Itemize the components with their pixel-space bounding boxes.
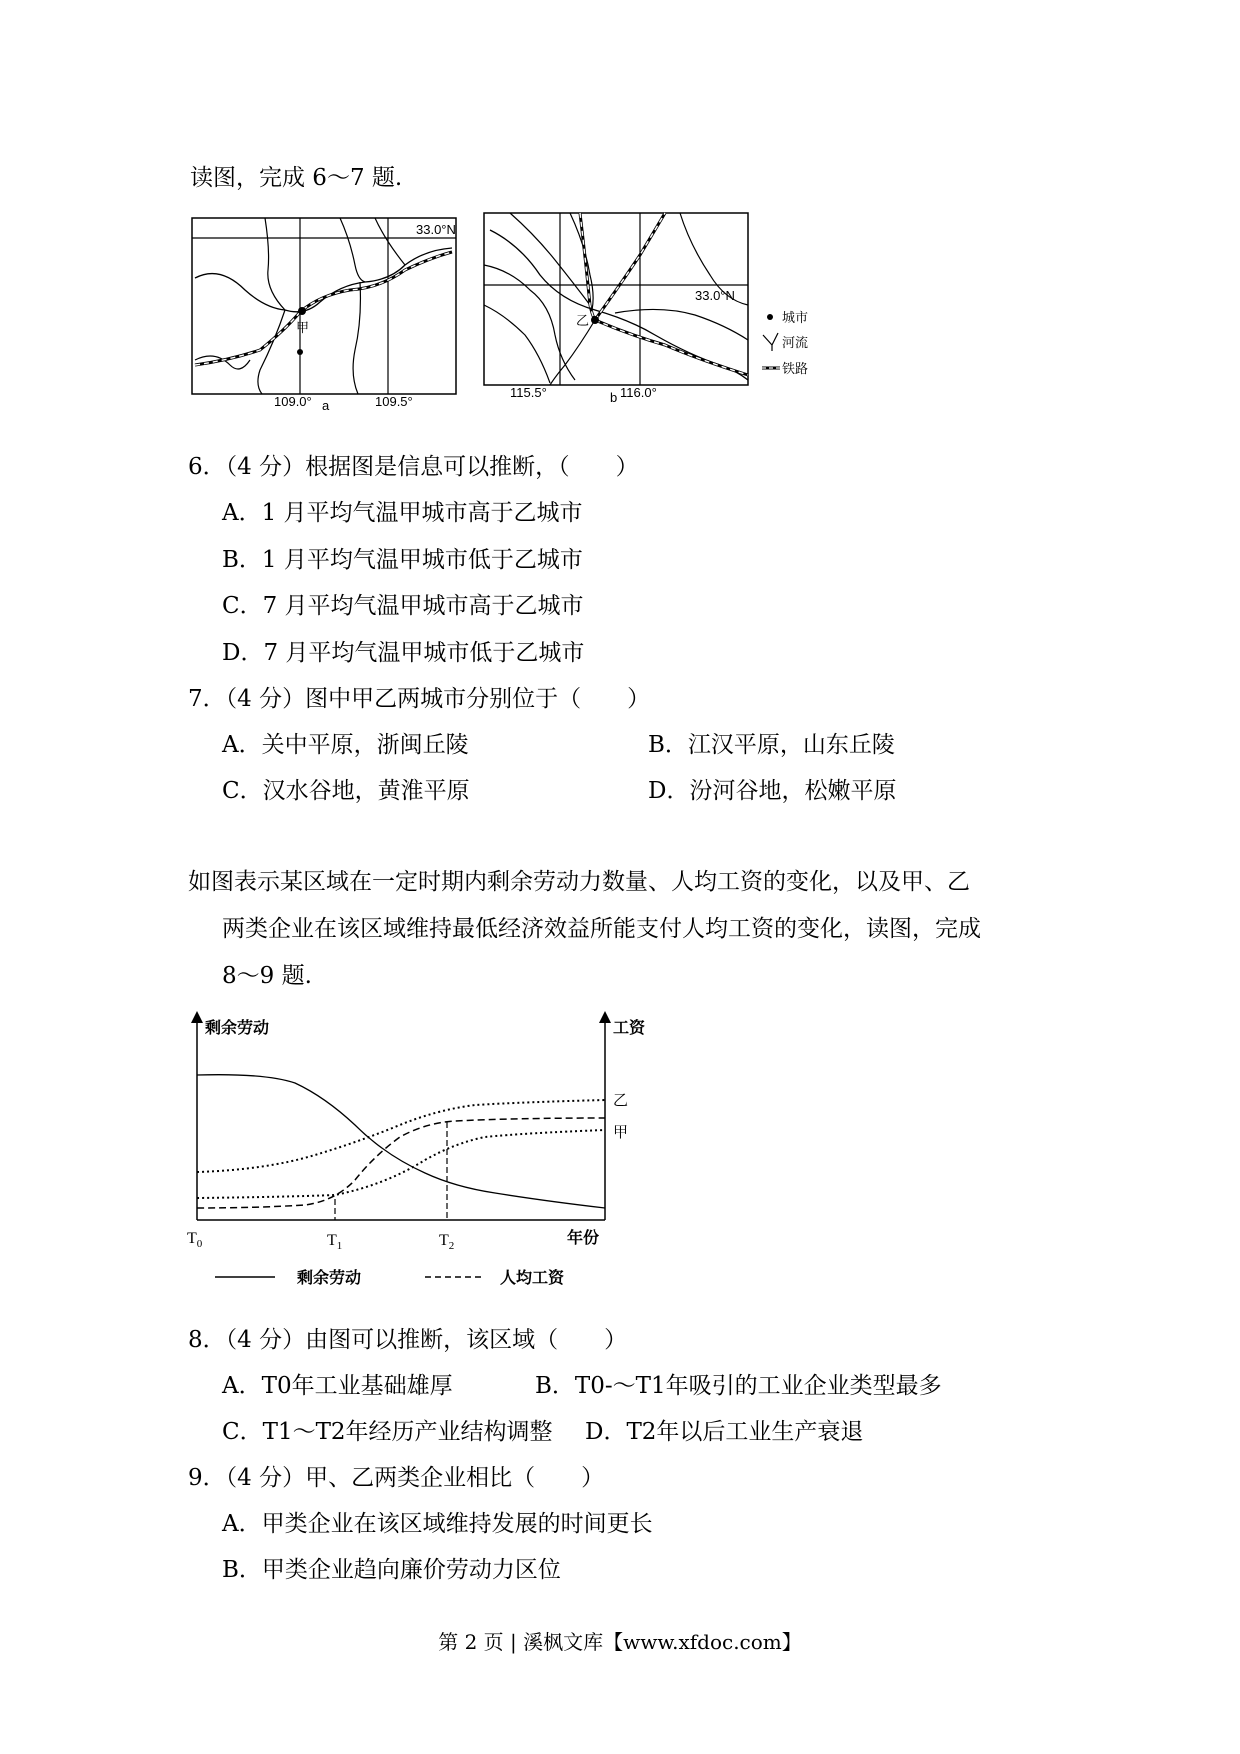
xlabel: 年份 xyxy=(567,1230,600,1247)
q9-option-a: A．甲类企业在该区域维持发展的时间更长 xyxy=(222,1511,653,1537)
legend-river: 河流 xyxy=(782,335,809,350)
labor-wage-chart xyxy=(185,1005,655,1290)
x-tick-t1: $T_1$ xyxy=(327,1232,343,1252)
map-a-lat-label: 33.0°N xyxy=(416,222,456,237)
q6-option-c: C．7 月平均气温甲城市高于乙城市 xyxy=(222,593,584,619)
q9-option-b: B．甲类企业趋向廉价劳动力区位 xyxy=(222,1557,561,1583)
legend-railway: 铁路 xyxy=(782,361,809,376)
q6-option-a: A．1 月平均气温甲城市高于乙城市 xyxy=(222,500,583,526)
intro-6-7: 读图，完成 6～7 题. xyxy=(190,165,403,191)
q8-option-d: D．T2年以后工业生产衰退 xyxy=(585,1419,864,1445)
intro-8-9-line-3: 8～9 题. xyxy=(222,963,312,989)
q6-stem: 6．（4 分）根据图是信息可以推断，（ ） xyxy=(188,454,639,480)
map-b-caption: b xyxy=(610,390,618,405)
q8-option-c: C．T1～T2年经历产业结构调整 xyxy=(222,1419,553,1445)
q7-option-a: A．关中平原，浙闽丘陵 xyxy=(222,732,469,758)
q6-option-b: B．1 月平均气温甲城市低于乙城市 xyxy=(222,547,583,573)
map-a-lon-left: 109.0° xyxy=(274,394,312,409)
map-a-caption: a xyxy=(322,398,330,413)
x-tick-t0: $T_0$ xyxy=(187,1230,203,1250)
q6-option-d: D．7 月平均气温甲城市低于乙城市 xyxy=(222,640,585,666)
q8-option-b: B．T0-～T1年吸引的工业企业类型最多 xyxy=(535,1373,942,1399)
series-label-yi: 乙 xyxy=(613,1092,629,1109)
q9-stem: 9．（4 分）甲、乙两类企业相比（ ） xyxy=(188,1465,605,1491)
map-b xyxy=(480,205,820,405)
map-a-lon-right: 109.5° xyxy=(375,394,413,409)
series-surplus-labor xyxy=(197,1075,605,1208)
map-a-city-label: 甲 xyxy=(296,320,310,335)
q7-stem: 7．（4 分）图中甲乙两城市分别位于（ ） xyxy=(188,686,651,712)
q8-option-a: A．T0年工业基础雄厚 xyxy=(222,1373,453,1399)
q7-option-c: C．汉水谷地，黄淮平原 xyxy=(222,778,470,804)
intro-8-9-line-1: 如图表示某区域在一定时期内剩余劳动力数量、人均工资的变化，以及甲、乙 xyxy=(188,869,970,895)
map-b-lon-left: 115.5° xyxy=(510,385,547,400)
intro-8-9-line-2: 两类企业在该区域维持最低经济效益所能支付人均工资的变化，读图，完成 xyxy=(222,916,981,942)
map-b-lat-label: 33.0°N xyxy=(695,288,735,303)
series-label-jia: 甲 xyxy=(613,1124,629,1141)
ylabel-right: 工资 xyxy=(613,1020,646,1037)
series-jia xyxy=(197,1130,605,1198)
q7-option-b: B．江汉平原，山东丘陵 xyxy=(648,732,895,758)
map-a xyxy=(190,210,470,410)
ylabel-left: 剩余劳动 xyxy=(205,1020,270,1037)
map-b-city-label: 乙 xyxy=(576,313,590,328)
page-footer: 第 2 页 | 溪枫文库【www.xfdoc.com】 xyxy=(438,1630,802,1654)
q7-option-d: D．汾河谷地，松嫩平原 xyxy=(648,778,897,804)
legend-wage: 人均工资 xyxy=(500,1270,565,1287)
map-b-lon-right: 116.0° xyxy=(620,385,657,400)
legend-surplus-labor: 剩余劳动 xyxy=(297,1270,362,1287)
q8-stem: 8．（4 分）由图可以推断，该区域（ ） xyxy=(188,1327,628,1353)
series-wage xyxy=(197,1118,605,1208)
legend-city: 城市 xyxy=(782,310,809,325)
x-tick-t2: $T_2$ xyxy=(439,1232,455,1252)
